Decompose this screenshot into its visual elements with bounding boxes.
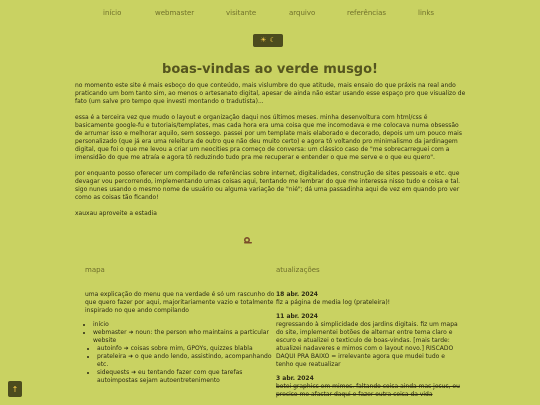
- arrow-up-icon: ↑: [11, 384, 19, 394]
- nav-arquivo[interactable]: arquivo: [289, 9, 316, 17]
- nav-links[interactable]: links: [418, 9, 435, 17]
- intro-paragraph-1: no momento este site é mais esboço do que conteúdo, mais vislumbre do que atitude, mais ensaio do que práxis na real ando praticando um bom tanto sim, ao menos o artesanato digital, apesar de ainda não estar usando esse espaço pro que visualizo de fato (um salve pro tempo que investi montando o tradutista)...: [75, 82, 466, 105]
- map-heading: mapa: [85, 266, 105, 274]
- update-entry: [276, 313, 462, 369]
- nav-visitante[interactable]: visitante: [226, 9, 257, 17]
- page-title: boas-vindas ao verde musgo!: [162, 62, 378, 77]
- update-text: botei graphics em mimos. faltando coisa ainda mas jesus, eu preciso me afastar daqui e fazer outra coisa da vida: [276, 383, 460, 398]
- map-subitem-prateleira[interactable]: • prateleira ➜ o que ando lendo, assistindo, acompanhando etc.: [97, 353, 275, 369]
- map-subitem-sidequests[interactable]: • sidequests ➜ eu tentando fazer com que tarefas autoimpostas sejam autoentretenimento: [97, 369, 275, 385]
- snail-icon: [243, 236, 252, 246]
- update-text: regressando à simplicidade dos jardins digitais. fiz um mapa do site, implementei botões de alternar entre tema claro e escuro e atualizei o texticulo de boas-vindas. [mais tarde: atualizei nadaveres e mimos com o layout novo.] RISCADO DAQUI PRA BAIXO = irrelevante agora que mudei tudo e tenho que reatualizar: [276, 321, 458, 368]
- update-entry: [276, 375, 462, 399]
- theme-toggle-button[interactable]: [253, 34, 283, 47]
- intro-paragraph-4: xauxau aproveite a estadia: [75, 210, 157, 217]
- back-to-top-button[interactable]: [8, 381, 22, 397]
- nav-webmaster[interactable]: webmaster: [155, 9, 195, 17]
- map-description: uma explicação do menu que na verdade é só um rascunho do que quero fazer por aqui, majoritariamente vazio e totalmente inspirado no que ando compilando: [85, 291, 275, 314]
- update-text: fiz a página de media log (prateleira)!: [276, 299, 391, 306]
- map-sublist: [85, 345, 275, 385]
- updates-section: [276, 266, 462, 405]
- update-entry: [276, 291, 462, 307]
- map-section: [85, 266, 275, 385]
- update-date: 18 abr. 2024: [276, 291, 318, 298]
- intro-paragraph-3: por enquanto posso oferecer um compilado de referências sobre internet, digitalidades, construção de sites pessoais e etc. que devagar vou percorrendo, implementando umas coisas aqui, tentando me lembrar do que me interessa nisso tudo e coisa e tal. sigo nunes usando o mesmo nome de usuário ou alguma variação de "nié"; dá uma passadinha aqui de vez em quando pro ver como as coisas tão ficando!: [75, 170, 461, 201]
- sun-icon: ☀: [260, 36, 267, 44]
- nav-referencias[interactable]: referências: [347, 9, 386, 17]
- map-list: [85, 321, 275, 345]
- map-subitem-autoinfo[interactable]: • autoinfo ➜ coisas sobre mim, GPOYs, quizzes blabla: [97, 345, 275, 353]
- intro-paragraph-2: essa é a terceira vez que mudo o layout e organização daqui nos últimos meses. minha desenvoltura com html/css é basicamente google-fu e tutoriais/templates, mas cada hora era uma coisa que me incomodava e me colocava numa obsessão de arrumar isso e melhorar aquilo, sem sossego. passei por um template mais elaborado e decorado, depois um um pouco mais personalizado (que já era uma releitura de outro que não deu muito certo) e agora tô voltando pro minimalismo da jardinagem digital, que foi o que me levou a criar um neocities pra começo de conversa: um clássico caso de "me sobrecarreguei com a imensidão do que me atraía e agora tô reduzindo tudo pra me recuperar e entender o que me serve e o que eu quero".: [75, 114, 462, 161]
- moon-icon: ☾: [269, 36, 276, 44]
- map-item-webmaster[interactable]: • webmaster ➜ noun: the person who maintains a particular website: [93, 329, 275, 345]
- intro-text: [75, 82, 467, 226]
- updates-heading: atualizações: [276, 266, 320, 274]
- update-date: 11 abr. 2024: [276, 313, 318, 320]
- map-item-inicio[interactable]: • início: [93, 321, 275, 329]
- update-date: 3 abr. 2024: [276, 375, 314, 382]
- top-nav: [0, 9, 540, 21]
- nav-inicio[interactable]: início: [103, 9, 122, 17]
